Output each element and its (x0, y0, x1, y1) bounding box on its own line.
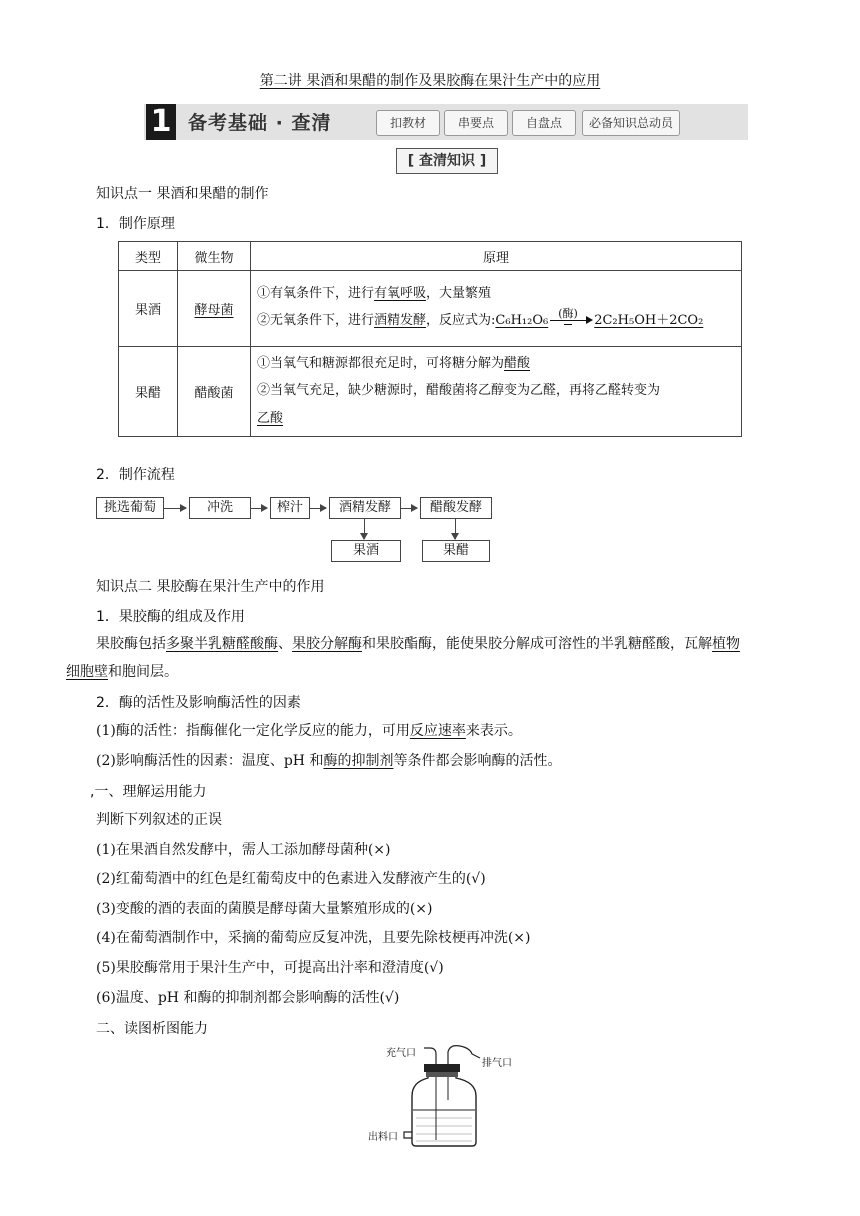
kp1-sec1: 1．制作原理 (96, 216, 175, 232)
flow-arrow-down (455, 519, 456, 539)
flow-arrow (310, 508, 326, 509)
row1-type: 果酒 (119, 271, 178, 347)
banner-title: 备考基础 · 查清 (188, 112, 332, 134)
kp2-paragraph-line2: 细胞壁和胞间层。 (66, 664, 178, 680)
table-header-microbe: 微生物 (178, 242, 251, 271)
principle-table (118, 241, 742, 437)
ability2-heading: 二、读图析图能力 (96, 1021, 208, 1037)
table-header-type: 类型 (119, 242, 178, 271)
flow-step-juice: 榨汁 (270, 497, 310, 519)
row1-principle: ①有氧条件下，进行有氧呼吸，大量繁殖 ②无氧条件下，进行酒精发酵，反应式为:C₆H₁₂O₆ (酶) 2C₂H₅OH＋2CO₂ (251, 271, 742, 347)
kp2-item1: (1)酶的活性：指酶催化一定化学反应的能力，可用反应速率来表示。 (96, 723, 522, 739)
kp2-item2: (2)影响酶活性的因素：温度、pH 和酶的抑制剂等条件都会影响酶的活性。 (96, 753, 562, 769)
flow-result-wine: 果酒 (331, 540, 401, 562)
ability1-heading: ,一、理解运用能力 (90, 784, 207, 800)
kp2-sec2: 2．酶的活性及影响酶活性的因素 (96, 695, 301, 711)
judgement-item: (1)在果酒自然发酵中，需人工添加酵母菌种(×) (96, 842, 391, 858)
page-title: 第二讲 果酒和果醋的制作及果胶酶在果汁生产中的应用 (259, 73, 601, 89)
section-banner (144, 104, 748, 140)
banner-number: 1 (146, 104, 176, 140)
judgement-item: (6)温度、pH 和酶的抑制剂都会影响酶的活性(√) (96, 990, 400, 1006)
banner-button-textbook: 扣教材 (376, 110, 440, 136)
flow-result-vinegar: 果醋 (422, 540, 490, 562)
flow-arrow (401, 508, 417, 509)
judgement-item: (4)在葡萄酒制作中，采摘的葡萄应反复冲洗，且要先除枝梗再冲洗(×) (96, 930, 531, 946)
kp1-sec2: 2．制作流程 (96, 467, 175, 483)
fermenter-diagram (368, 1040, 540, 1150)
row2-type: 果醋 (119, 347, 178, 437)
row1-microbe: 酵母菌 (194, 303, 234, 318)
judgement-item: (3)变酸的酒的表面的菌膜是酵母菌大量繁殖形成的(×) (96, 901, 433, 917)
row2-microbe: 醋酸菌 (178, 347, 251, 437)
label-outlet: 出料口 (368, 1132, 398, 1143)
flow-arrow (251, 508, 267, 509)
flow-arrow (164, 508, 186, 509)
ability1-intro: 判断下列叙述的正误 (96, 812, 222, 828)
kp2-sec1: 1．果胶酶的组成及作用 (96, 609, 245, 625)
table-header-principle: 原理 (251, 242, 742, 271)
flow-step-acetic: 醋酸发酵 (420, 497, 492, 519)
judgement-item: (5)果胶酶常用于果汁生产中，可提高出汁率和澄清度(√) (96, 960, 444, 976)
flow-step-alcohol: 酒精发酵 (329, 497, 401, 519)
equation-left: C₆H₁₂O₆ (495, 312, 549, 328)
subheading: [ 查清知识 ] (396, 148, 498, 174)
flow-step-select: 挑选葡萄 (96, 497, 164, 519)
kp2-heading: 知识点二 果胶酶在果汁生产中的作用 (96, 579, 325, 595)
banner-button-review: 自盘点 (512, 110, 576, 136)
row2-principle: ①当氧气和糖源都很充足时，可将糖分解为醋酸 ②当氧气充足，缺少糖源时，醋酸菌将乙醇变为乙醛，再将乙醛转变为 乙酸 (251, 347, 742, 437)
label-inlet: 充气口 (386, 1048, 416, 1059)
kp1-heading: 知识点一 果酒和果醋的制作 (96, 186, 269, 202)
judgement-item: (2)红葡萄酒中的红色是红葡萄皮中的色素进入发酵液产生的(√) (96, 871, 486, 887)
banner-button-summary: 必备知识总动员 (582, 110, 680, 136)
kp2-paragraph-line1: 果胶酶包括多聚半乳糖醛酸酶、果胶分解酶和果胶酯酶，能使果胶分解成可溶性的半乳糖醛酸，瓦解植物 (96, 636, 740, 652)
flow-arrow-down (364, 519, 365, 539)
flow-step-wash: 冲洗 (189, 497, 251, 519)
equation-arrow: (酶) (548, 313, 594, 327)
banner-button-points: 串要点 (444, 110, 508, 136)
equation-right: 2C₂H₅OH＋2CO₂ (594, 312, 704, 328)
label-exhaust: 排气口 (482, 1058, 512, 1069)
